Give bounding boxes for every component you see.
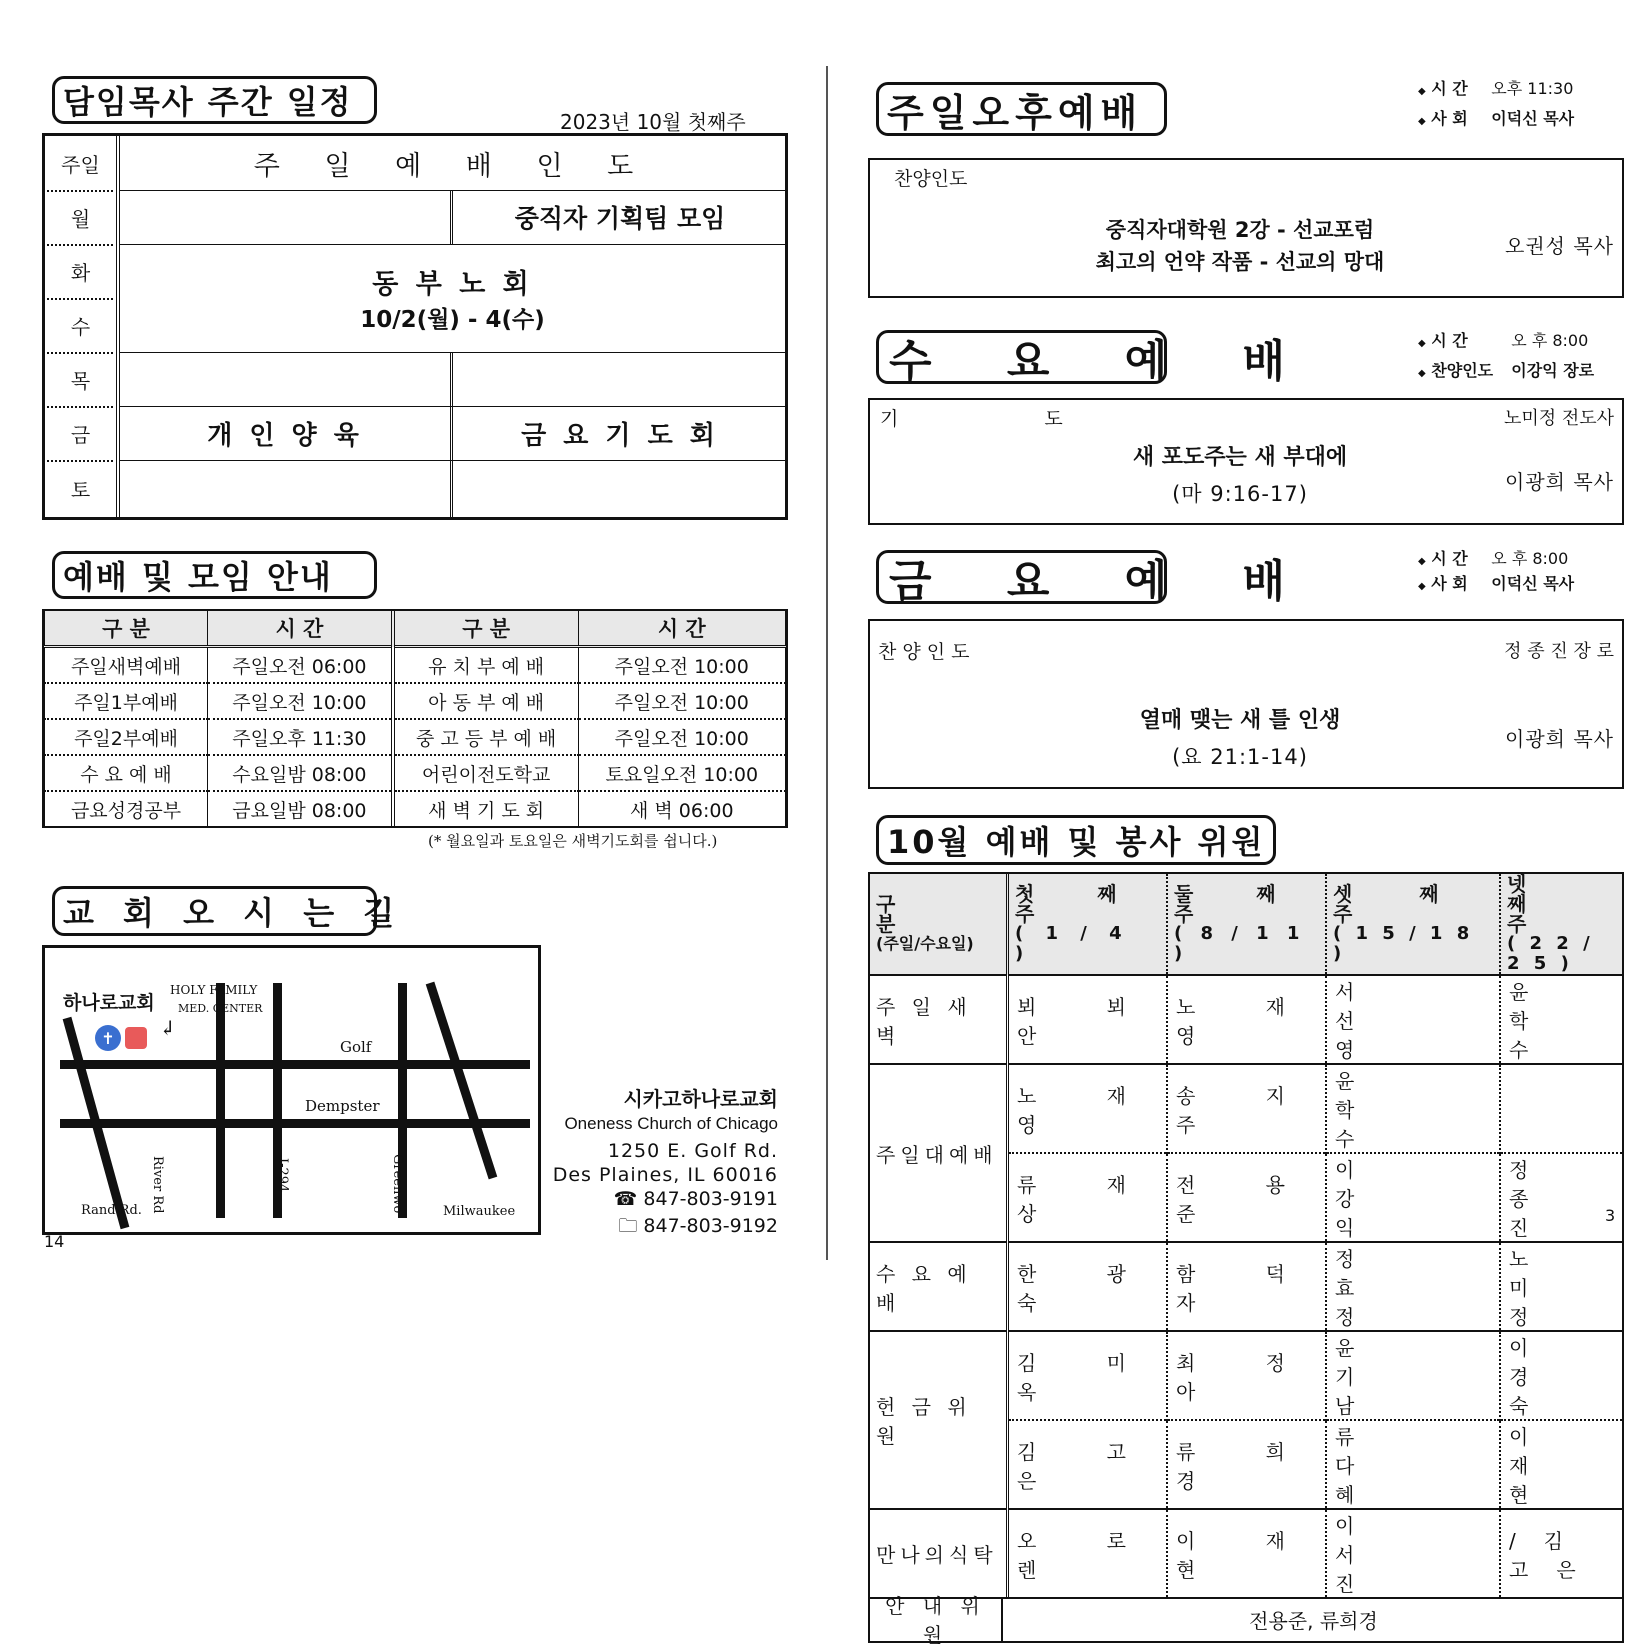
- services-cell: 금요일밤 08:00: [208, 791, 393, 826]
- volunteer-names: 이 재 현: [1500, 1420, 1622, 1509]
- volunteer-names: 전 용 준: [1167, 1153, 1326, 1242]
- services-cell: 유 치 부 예 배: [393, 647, 578, 684]
- services-row: [45, 683, 786, 719]
- services-row: [45, 647, 786, 684]
- wednesday-praise-label: 찬양인도: [1431, 361, 1494, 380]
- sunday-pm-host: 이덕신 목사: [1491, 109, 1575, 128]
- volunteer-names: 정 효 정: [1326, 1242, 1500, 1331]
- volunteer-names: 류 다 혜: [1326, 1420, 1500, 1509]
- volunteer-role: 수 요 예 배: [870, 1242, 1008, 1331]
- vol-header-week3-top: 셋 째 주: [1333, 882, 1469, 926]
- volunteer-names: 노 재 영: [1167, 975, 1326, 1064]
- day-saturday: 토: [70, 478, 91, 502]
- services-header-time: 시 간: [208, 611, 393, 647]
- services-table: [42, 609, 788, 828]
- church-name-kr: 시카고하나로교회: [623, 1087, 778, 1111]
- volunteer-role: 주 일 새 벽: [870, 975, 1008, 1064]
- services-cell: 주일오전 10:00: [578, 683, 785, 719]
- volunteers-title: 10월 예배 및 봉사 위원: [876, 815, 1276, 865]
- friday-meta: ◆ 시 간 오 후 8:00 ◆ 사 회 이덕신 목사: [1418, 549, 1575, 593]
- volunteer-names: 노 재 영: [1008, 1064, 1168, 1153]
- usher-row: [868, 1594, 1624, 1647]
- day-sunday: 주일: [61, 152, 100, 177]
- volunteer-names: /김고은: [1500, 1509, 1622, 1597]
- services-header-category: 구 분: [45, 611, 208, 647]
- volunteer-role: 헌 금 위 원: [870, 1331, 1008, 1509]
- sunday-pm-sermon-line2: 최고의 언약 작품 - 선교의 망대: [1095, 250, 1385, 274]
- vol-header-category: [870, 874, 1008, 975]
- services-cell: 주일1부예배: [45, 683, 208, 719]
- services-cell: 수요일밤 08:00: [208, 755, 393, 791]
- friday-sermon-block: [1010, 703, 1470, 775]
- friday-scripture: (요 21:1-14): [1172, 745, 1308, 769]
- friday-time-label: 시 간: [1431, 549, 1468, 568]
- map-rand-label: Rand Rd.: [81, 1203, 142, 1218]
- volunteer-names: [1500, 1064, 1622, 1153]
- services-cell: 주일오전 06:00: [208, 647, 393, 684]
- wednesday-preacher: 이광희 목사: [1505, 470, 1614, 494]
- fax-icon: 🗀: [618, 1215, 638, 1237]
- wednesday-scripture: (마 9:16-17): [1172, 482, 1308, 506]
- volunteer-names: 이 재 현: [1167, 1509, 1326, 1597]
- presbytery-name: 동 부 노 회: [372, 269, 533, 300]
- vol-header-week1: [1008, 874, 1168, 975]
- map-milwaukee-label: Milwaukee: [443, 1204, 516, 1219]
- phone-icon: ☎: [613, 1188, 638, 1210]
- wednesday-meta: ◆ 시 간 오 후 8:00 ◆ 찬양인도 이강익 장로: [1418, 327, 1594, 387]
- wednesday-prayer-label: 기 도: [880, 408, 1133, 430]
- vol-header-week2: [1167, 874, 1326, 975]
- milwaukee-road-line: [430, 983, 493, 1178]
- church-cross-icon: ✝: [95, 1025, 121, 1051]
- usher-label: 안 내 위 원: [870, 1597, 1003, 1641]
- map-hospital-line1: HOLY FAMILY: [170, 983, 258, 997]
- church-address2: Des Plaines, IL 60016: [552, 1164, 778, 1186]
- friday-praise-label: 찬 양 인 도: [878, 641, 970, 663]
- wednesday-prayer: 노미정 전도사: [1503, 408, 1614, 429]
- volunteer-names: 뵈 뵈 안: [1008, 975, 1168, 1064]
- volunteer-names: 윤 학 수: [1500, 975, 1622, 1064]
- sunday-pm-meta: ◆ 시 간 오후 11:30 ◆ 사 회 이덕신 목사: [1418, 75, 1574, 135]
- church-phone: 847-803-9191: [643, 1188, 778, 1210]
- vol-header-week2-sub: ( 8 / 1 1 ): [1174, 923, 1306, 964]
- wednesday-time: 오 후 8:00: [1511, 331, 1589, 350]
- day-friday: 금: [70, 422, 91, 447]
- map-golf-label: Golf: [340, 1038, 372, 1056]
- sunday-pm-host-label: 사 회: [1431, 109, 1468, 128]
- sunday-pm-preacher: 오권성 목사: [1505, 234, 1614, 258]
- sunday-pm-title: 주일오후예배: [876, 82, 1167, 136]
- wednesday-sermon-block: [1010, 440, 1470, 512]
- friday-praise: 정 종 진 장 로: [1504, 641, 1614, 662]
- wednesday-sermon: 새 포도주는 새 부대에: [1132, 445, 1348, 470]
- services-cell: 주일새벽예배: [45, 647, 208, 684]
- vol-header-week1-top: 첫 째 주: [1015, 882, 1145, 926]
- volunteer-names: 송 지 주: [1167, 1064, 1326, 1153]
- friday-time: 오 후 8:00: [1491, 549, 1569, 568]
- services-cell: 주일오전 10:00: [208, 683, 393, 719]
- services-cell: 중 고 등 부 예 배: [393, 719, 578, 755]
- schedule-table: [42, 133, 788, 520]
- services-cell: 어린이전도학교: [393, 755, 578, 791]
- page-number-right: 3: [1605, 1206, 1616, 1225]
- schedule-date: 2023년 10월 첫째주: [560, 110, 746, 134]
- friday-preacher: 이광희 목사: [1505, 727, 1614, 751]
- vol-header-week4: [1500, 874, 1622, 975]
- page-divider: [826, 66, 828, 1260]
- presbytery-dates: 10/2(월) - 4(수): [360, 307, 545, 333]
- volunteer-names: 오 로 렌: [1008, 1509, 1168, 1597]
- schedule-monday-text: 중직자 기획팀 모임: [514, 204, 726, 233]
- services-header-time2: 시 간: [578, 611, 785, 647]
- directions-title: 교 회 오 시 는 길: [52, 886, 377, 936]
- friday-title: 금 요 예 배: [876, 550, 1167, 604]
- volunteer-names: 윤 기 남: [1326, 1331, 1500, 1420]
- day-thursday: 목: [70, 368, 91, 393]
- services-cell: 금요성경공부: [45, 791, 208, 826]
- friday-host: 이덕신 목사: [1491, 574, 1575, 593]
- vol-header-week1-sub: ( 1 / 4 ): [1015, 923, 1130, 964]
- map-hospital-line2: MED. CENTER: [178, 1002, 263, 1015]
- services-cell: 주일2부예배: [45, 719, 208, 755]
- schedule-sunday-text: 주 일 예 배 인 도: [253, 150, 652, 182]
- services-cell: 수 요 예 배: [45, 755, 208, 791]
- sunday-pm-praise: 찬양인도: [894, 168, 968, 190]
- schedule-friday-right: 금 요 기 도 회: [521, 420, 719, 451]
- vol-header-week3-sub: ( 1 5 / 1 8 ): [1333, 923, 1474, 964]
- arrow-icon: ↲: [159, 1016, 176, 1040]
- volunteer-names: 한 광 숙: [1008, 1242, 1168, 1331]
- services-cell: 새 벽 06:00: [578, 791, 785, 826]
- volunteer-row: [870, 1064, 1622, 1153]
- sunday-pm-time-label: 시 간: [1431, 79, 1468, 98]
- day-tuesday: 화: [70, 260, 91, 285]
- wednesday-time-label: 시 간: [1431, 331, 1468, 350]
- map-i294-label: I-294: [275, 1158, 290, 1193]
- volunteer-names: 김 미 옥: [1008, 1331, 1168, 1420]
- services-header-category2: 구 분: [393, 611, 578, 647]
- day-wednesday: 수: [70, 314, 91, 339]
- map-river-label: River Rd: [150, 1156, 165, 1214]
- schedule-friday-left: 개 인 양 육: [207, 420, 363, 451]
- services-row: [45, 755, 786, 791]
- volunteer-names: 정 종 진: [1500, 1153, 1622, 1242]
- services-row: [45, 791, 786, 826]
- wednesday-praise: 이강익 장로: [1511, 361, 1595, 380]
- church-name-en: Oneness Church of Chicago: [564, 1114, 778, 1133]
- church-info: [553, 1083, 778, 1244]
- church-fax: 847-803-9192: [643, 1215, 778, 1237]
- directions-map: [42, 945, 541, 1235]
- volunteer-names: 김 고 은: [1008, 1420, 1168, 1509]
- volunteer-names: 이 강 익: [1326, 1153, 1500, 1242]
- schedule-presbytery: [120, 244, 785, 352]
- volunteer-names: 류 재 상: [1008, 1153, 1168, 1242]
- volunteer-names: 이 경 숙: [1500, 1331, 1622, 1420]
- map-dempster-label: Dempster: [305, 1097, 380, 1115]
- sunday-pm-time: 오후 11:30: [1491, 79, 1574, 98]
- sunday-pm-sermon: [1010, 214, 1470, 278]
- vol-header-category-top: 구 분: [876, 892, 956, 936]
- services-cell: 주일오전 10:00: [578, 719, 785, 755]
- friday-host-label: 사 회: [1431, 574, 1468, 593]
- vol-header-week2-top: 둘 째 주: [1174, 882, 1304, 926]
- volunteer-names: 서 선 영: [1326, 975, 1500, 1064]
- services-note: (* 월요일과 토요일은 새벽기도회를 쉽니다.): [428, 832, 718, 850]
- services-cell: 주일오전 10:00: [578, 647, 785, 684]
- volunteer-names: 류 희 경: [1167, 1420, 1326, 1509]
- volunteer-role: 만나의식탁: [870, 1509, 1008, 1597]
- wednesday-box: [868, 398, 1624, 525]
- volunteer-names: 노 미 정: [1500, 1242, 1622, 1331]
- volunteer-row: [870, 1509, 1622, 1597]
- services-cell: 아 동 부 예 배: [393, 683, 578, 719]
- page-number-left: 14: [44, 1232, 65, 1251]
- wednesday-title: 수 요 예 배: [876, 330, 1167, 384]
- hospital-icon: [125, 1027, 147, 1049]
- volunteer-row: [870, 1331, 1622, 1420]
- volunteer-names: 이 서 진: [1326, 1509, 1500, 1597]
- usher-names: 전용준, 류희경: [1249, 1608, 1378, 1633]
- services-cell: 주일오후 11:30: [208, 719, 393, 755]
- friday-box: [868, 619, 1624, 789]
- vol-header-week4-top: 넷 째 주: [1507, 872, 1553, 936]
- volunteer-names: 윤 학 수: [1326, 1064, 1500, 1153]
- volunteer-names: 최 정 아: [1167, 1331, 1326, 1420]
- volunteers-table: [868, 872, 1624, 1647]
- map-greenwood-label: Greenwo: [390, 1154, 405, 1214]
- map-church-label: 하나로교회: [63, 992, 155, 1014]
- volunteer-row: [870, 1242, 1622, 1331]
- services-cell: 새 벽 기 도 회: [393, 791, 578, 826]
- volunteer-names: 함 덕 자: [1167, 1242, 1326, 1331]
- services-row: [45, 719, 786, 755]
- services-cell: 토요일오전 10:00: [578, 755, 785, 791]
- volunteer-row: [870, 975, 1622, 1064]
- services-title: 예배 및 모임 안내: [52, 551, 377, 599]
- vol-header-category-sub: (주일/수요일): [876, 934, 974, 953]
- volunteer-role: 주일대예배: [870, 1064, 1008, 1242]
- schedule-title: 담임목사 주간 일정: [52, 76, 377, 124]
- vol-header-week4-sub: ( 2 2 / 2 5 ): [1507, 933, 1594, 974]
- friday-sermon: 열매 맺는 새 틀 인생: [1139, 708, 1341, 733]
- sunday-pm-sermon-line1: 중직자대학원 2강 - 선교포럼: [1105, 218, 1375, 242]
- sunday-pm-box: [868, 158, 1624, 298]
- vol-header-week3: [1326, 874, 1500, 975]
- day-monday: 월: [70, 206, 91, 231]
- rand-road-line: [67, 1018, 125, 1228]
- church-address1: 1250 E. Golf Rd.: [607, 1140, 778, 1162]
